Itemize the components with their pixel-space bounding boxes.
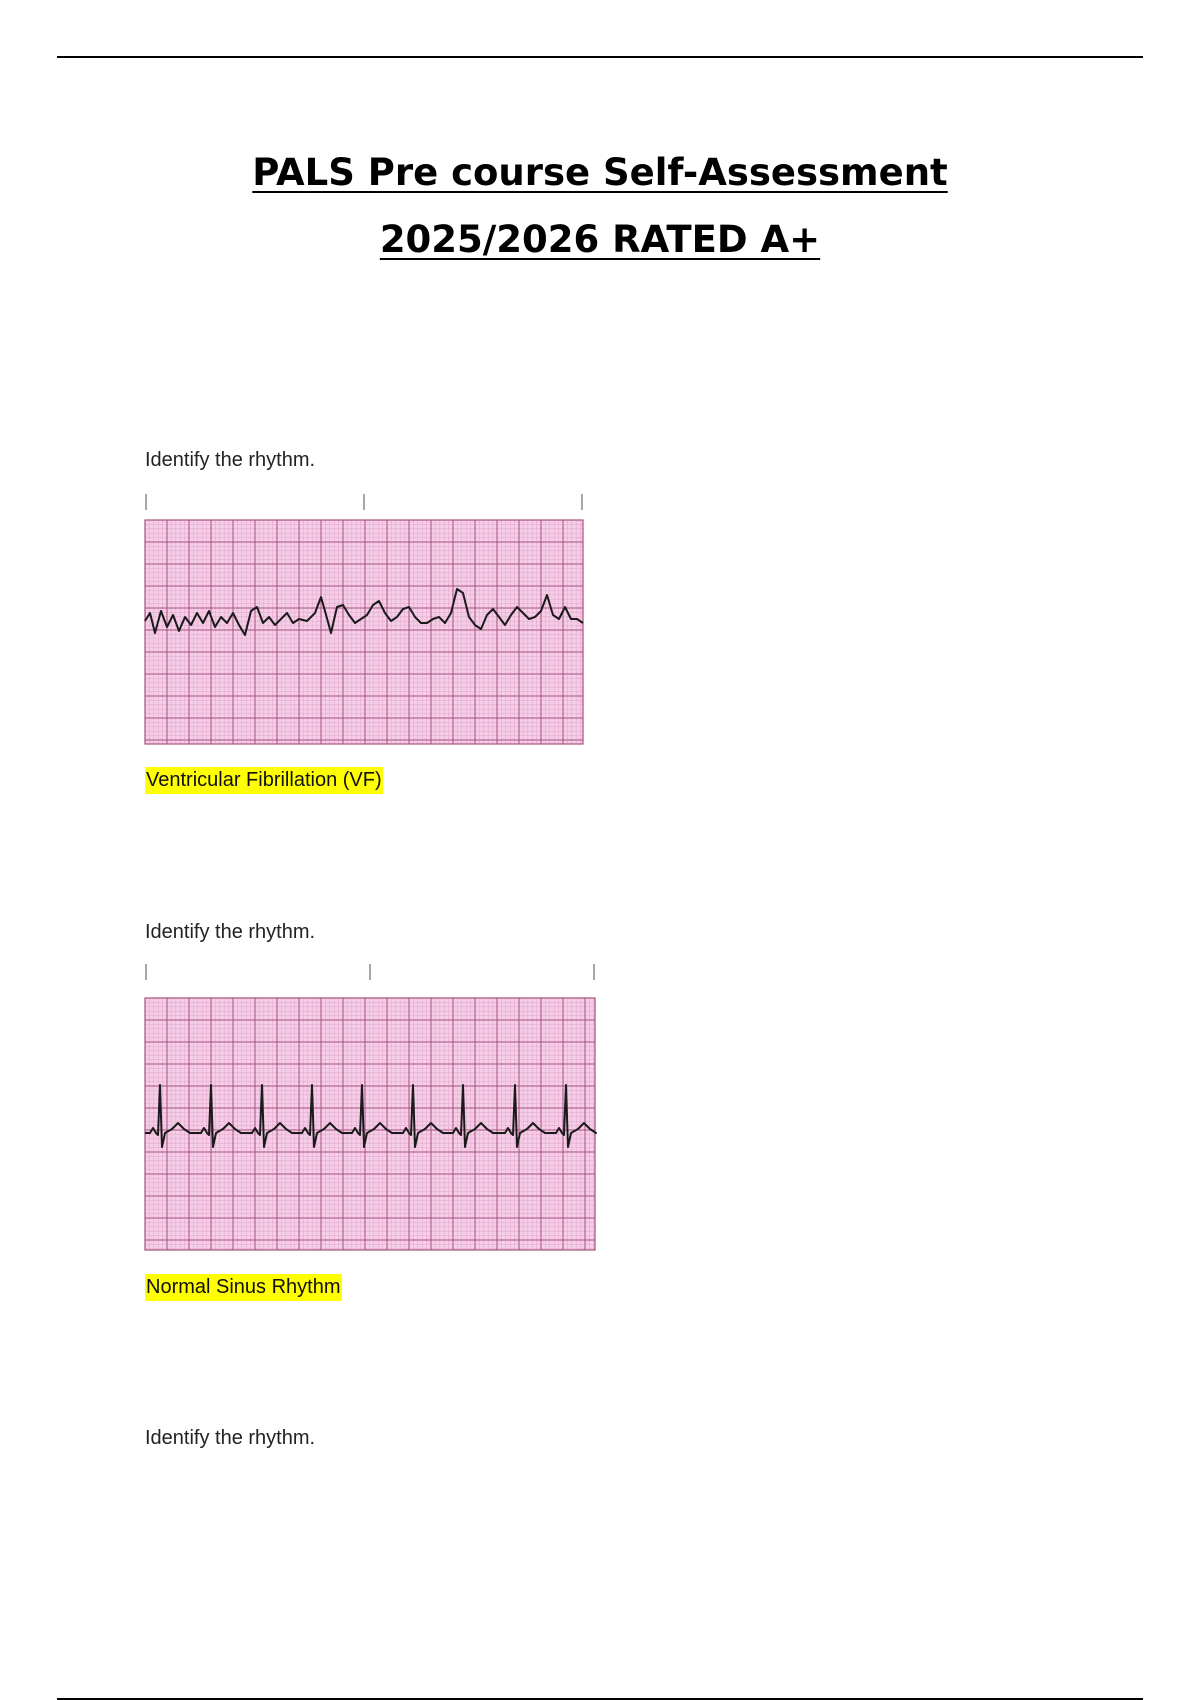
page-header-rule: [57, 56, 1143, 58]
answer-highlight: Ventricular Fibrillation (VF): [145, 767, 383, 794]
document-title-line-2: 2025/2026 RATED A+: [379, 218, 821, 261]
question-prompt: Identify the rhythm.: [145, 921, 316, 943]
answer-highlight: Normal Sinus Rhythm: [145, 1274, 342, 1301]
ecg-strip-image: [145, 964, 595, 1250]
document-title-line-1: PALS Pre course Self-Assessment: [252, 151, 948, 194]
question-prompt: Identify the rhythm.: [145, 1427, 316, 1449]
ecg-strip-normal-sinus-rhythm: [145, 964, 595, 1250]
ecg-strip-image: [145, 494, 583, 744]
ecg-strip-ventricular-fibrillation: [145, 494, 583, 744]
question-prompt: Identify the rhythm.: [145, 449, 316, 471]
